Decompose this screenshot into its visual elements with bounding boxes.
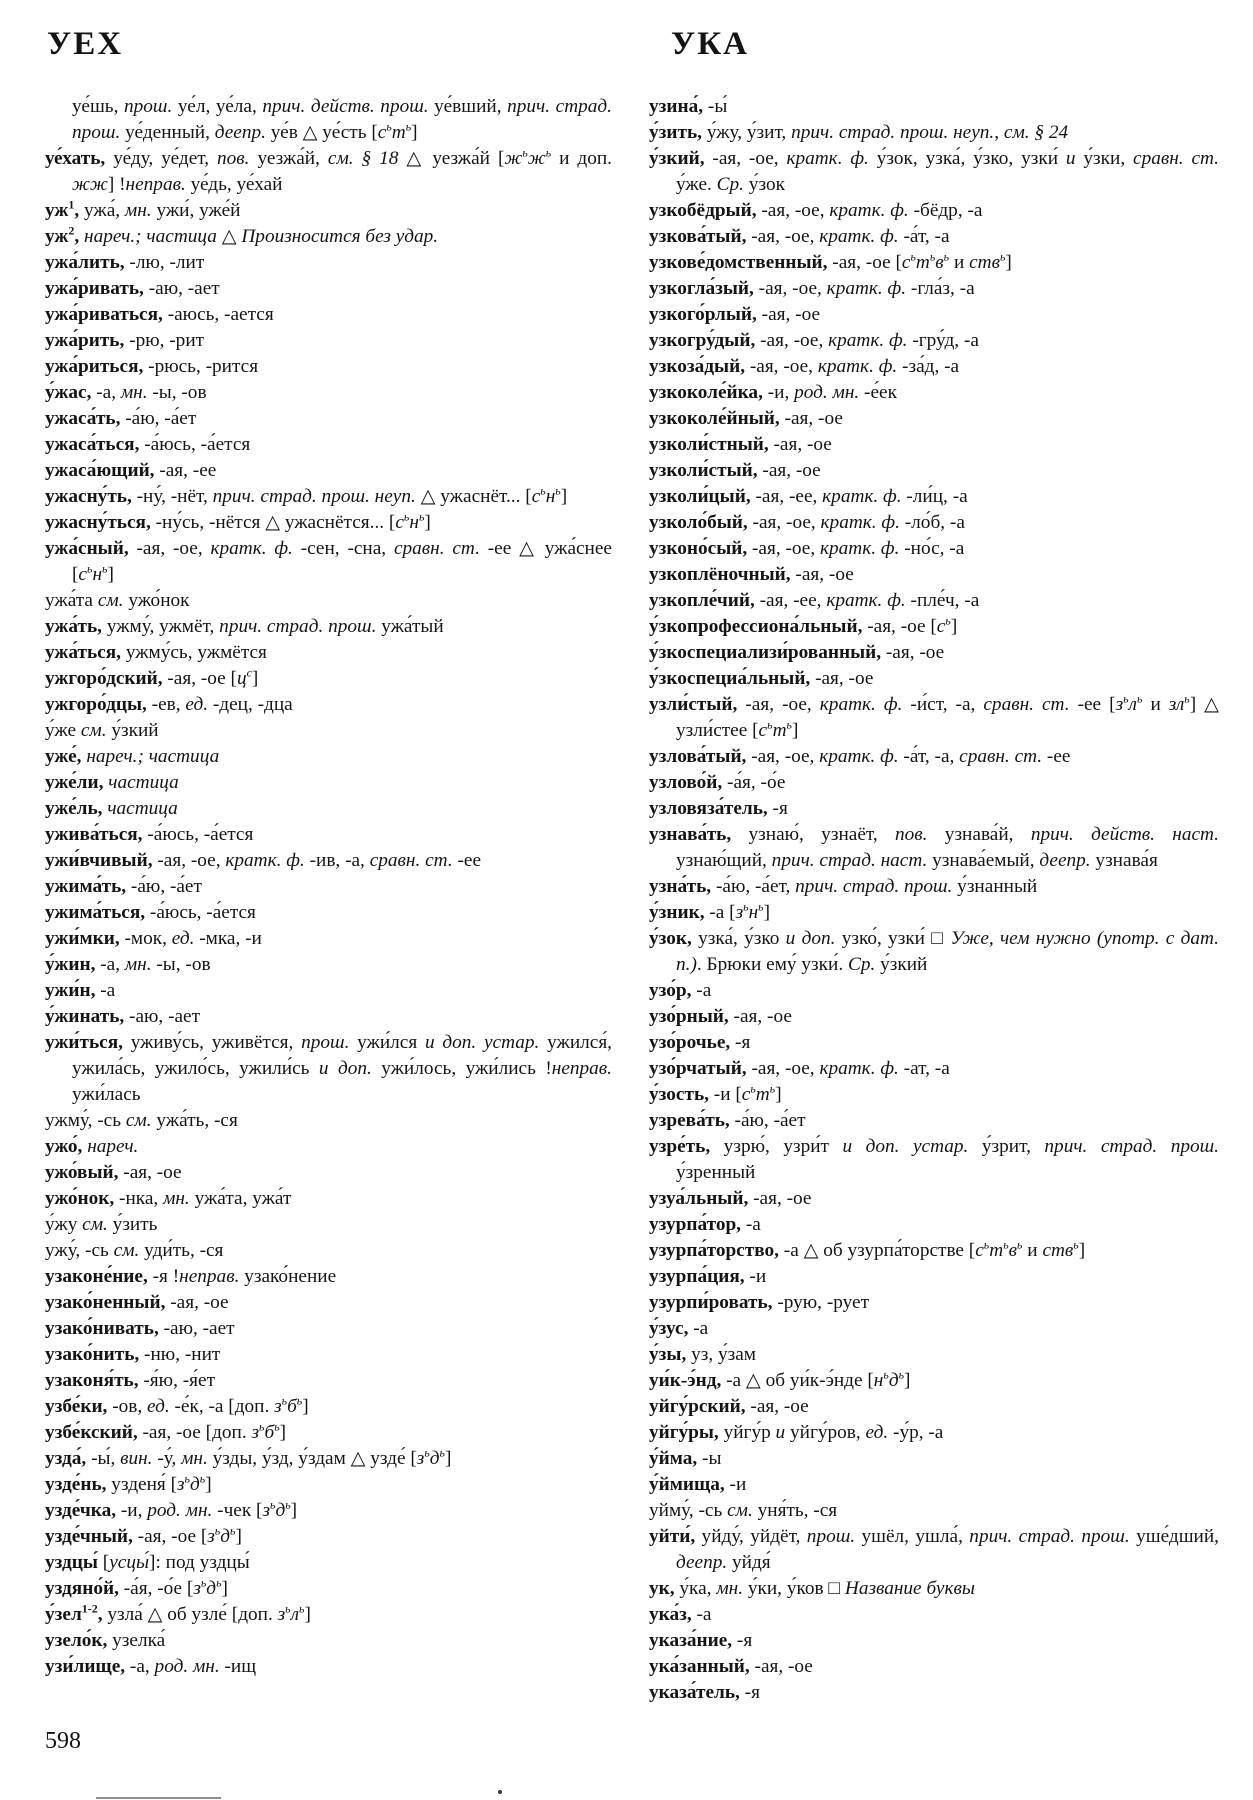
dictionary-entry: узда́, -ы́, вин. -у́, мн. у́зды, у́зд, у́здам △ узде́ $[з^ьд^ь]$ [45,1445,452,1469]
dictionary-entry: уйти́, уйду́, уйдёт, прош. ушёл, ушла́, прич. страд. прош. уше́дший, деепр. уйдя́ [649,1526,1219,1573]
dictionary-entry: узколи́стый, -ая, -ое [649,460,821,481]
dictionary-entry: ужа́рить, -рю, -рит [45,330,205,351]
dictionary-entry: у́ймища, -и [649,1474,747,1495]
dictionary-entry: узловяза́тель, -я [649,798,788,819]
running-head-left: УЕХ [47,26,124,62]
dictionary-entry: ука́з, -а [649,1604,712,1625]
dictionary-entry: ужа́лить, -лю, -лит [45,252,205,273]
running-head-right: УКА [671,26,749,62]
dictionary-entry: узурпа́ция, -и [649,1266,767,1287]
dictionary-entry: у́жин, -а, мн. -ы, -ов [45,954,211,975]
dictionary-entry: узо́рный, -ая, -ое [649,1006,792,1027]
dictionary-entry: узуа́льный, -ая, -ое [649,1188,812,1209]
dictionary-entry: уже́ли, частица [45,772,179,793]
dictionary-entry: узо́рочье, -я [649,1032,751,1053]
dictionary-entry: у́зы, уз, у́зам [649,1344,757,1365]
dictionary-entry: у́зус, -а [649,1318,709,1339]
page-number: 598 [45,1728,81,1754]
dictionary-entry: у́йма, -ы [649,1448,722,1469]
dictionary-entry: узкоплёночный, -ая, -ое [649,564,854,585]
dictionary-entry: у́зник, -а $[з^ьн^ь]$ [649,899,771,923]
dictionary-entry: ужгоро́дский, -ая, -ое $[ц^с]$ [45,665,259,689]
dictionary-entry: ужу́, -сь см. уди́ть, -ся [45,1240,224,1261]
dictionary-entry: $уж^1$, ужа́, мн. ужи́, уже́й [45,197,241,221]
dictionary-entry: у́зкоспециализи́рованный, -ая, -ое [649,642,945,663]
dictionary-entry: ужо́, нареч. [45,1136,139,1157]
dictionary-entry: ужа́ривать, -аю, -ает [45,278,220,299]
dictionary-entry: указа́ние, -я [649,1630,753,1651]
dictionary-entry: уи́к-э́нд, -а △ об уи́к-э́нде $[н^ьд^ь]$ [649,1367,911,1391]
dictionary-entry: ужа́та см. ужо́нок [45,590,190,611]
dictionary-entry: узбе́кский, -ая, -ое [доп. $з^ьб^ь$] [45,1419,287,1443]
dictionary-entry: ужа́риваться, -аюсь, -ается [45,304,274,325]
dictionary-entry: узколи́стный, -ая, -ое [649,434,832,455]
dictionary-entry: у́зкопрофессиона́льный, -ая, -ое $[с^ь]$ [649,613,958,637]
dictionary-entry: ужо́нок, -нка, мн. ужа́та, ужа́т [45,1188,292,1209]
dictionary-entry: узкоза́дый, -ая, -ое, кратк. ф. -за́д, -а [649,356,960,377]
dictionary-entry: узо́р, -а [649,980,712,1001]
dictionary-entry: узкопле́чий, -ая, -ее, кратк. ф. -пле́ч, -а [649,590,980,611]
dictionary-entry: ужи́н, -а [45,980,116,1001]
dictionary-entry: узкова́тый, -ая, -ое, кратк. ф. -а́т, -а [649,226,950,247]
dictionary-entry: узде́нь, узденя́ $[з^ьд^ь]$ [45,1471,212,1495]
dictionary-entry: узкобёдрый, -ая, -ое, кратк. ф. -бёдр, -а [649,200,983,221]
dictionary-entry: уздяно́й, -а́я, -о́е $[з^ьд^ь]$ [45,1575,228,1599]
dictionary-entry: уе́шь, прош. уе́л, уе́ла, прич. действ. прош. уе́вший, прич. страд. прош. уе́денный, деепр. уе́в △ уе́сть $[с^ьт^ь]$ [72,96,612,143]
dictionary-entry: узнава́ть, узнаю́, узнаёт, пов. узнава́й, прич. действ. наст. узнаю́щий, прич. страд. наст. узнава́емый, деепр. узнава́я [649,824,1219,871]
dictionary-entry: ужи́мки, -мок, ед. -мка, -и [45,928,262,949]
dictionary-entry: у́жу см. у́зить [45,1214,158,1235]
dictionary-entry: у́зить, у́жу, у́зит, прич. страд. прош. неуп., см. § 24 [649,122,1069,143]
dictionary-entry: уйгу́рский, -ая, -ое [649,1396,809,1417]
dictionary-entry: у́жинать, -аю, -ает [45,1006,201,1027]
dictionary-entry: узлово́й, -а́я, -о́е [649,772,786,793]
dictionary-entry: ужа́ться, ужму́сь, ужмётся [45,642,267,663]
dictionary-entry: узурпа́торство, -а △ об узурпа́торстве [$с^ьт^ьв^ь$ и ств$^ь$] [649,1237,1086,1261]
dictionary-entry: ужаса́ться, -а́юсь, -а́ется [45,434,251,455]
dictionary-entry: узако́нивать, -аю, -ает [45,1318,235,1339]
dictionary-entry: ужа́ть, ужму́, ужмёт, прич. страд. прош. ужа́тый [45,616,444,637]
dictionary-entry: у́жас, -а, мн. -ы, -ов [45,382,207,403]
dictionary-entry: ужива́ться, -а́юсь, -а́ется [45,824,254,845]
dictionary-entry: у́зел$^{1-2}$, узла́ △ об узле́ [доп. $з^ьл^ь$] [45,1601,311,1625]
dictionary-entry: узкоколе́йный, -ая, -ое [649,408,843,429]
dictionary-entry: ужму́, -сь см. ужа́ть, -ся [45,1110,238,1131]
dictionary-entry: ужасну́ться, -ну́сь, -нётся △ ужаснётся... $[с^ьн^ь]$ [45,509,431,533]
dictionary-entry: узурпи́ровать, -рую, -рует [649,1292,869,1313]
dictionary-entry: узкоколе́йка, -и, род. мн. -е́ек [649,382,897,403]
scan-edge-artifact [96,1797,221,1799]
dictionary-entry: ужасну́ть, -ну́, -нёт, прич. страд. прош. неуп. △ ужаснёт... $[с^ьн^ь]$ [45,483,568,507]
dictionary-entry: узколи́цый, -ая, -ее, кратк. ф. -ли́ц, -а [649,486,968,507]
dictionary-entry: у́зкоспециа́льный, -ая, -ое [649,668,874,689]
dictionary-entry: узконо́сый, -ая, -ое, кратк. ф. -но́с, -а [649,538,965,559]
dictionary-entry: ужаса́ть, -а́ю, -а́ет [45,408,197,429]
dictionary-entry: узело́к, узелка́ [45,1630,166,1651]
dictionary-entry: ужа́риться, -рюсь, -рится [45,356,259,377]
dictionary-entry: узина́, -ы́ [649,96,728,117]
dictionary-entry: узкого́рлый, -ая, -ое [649,304,821,325]
dictionary-entry: ужи́ться, уживу́сь, уживётся, прош. ужи́лся и доп. устар. ужился́, ужила́сь, ужило́сь, ужили́сь и доп. ужи́лось, ужи́лись !неправ. ужи́лась [45,1032,613,1105]
dictionary-entry: уйму́, -сь см. уня́ть, -ся [649,1500,838,1521]
dictionary-entry: узи́лище, -а, род. мн. -ищ [45,1656,257,1677]
dictionary-entry: узако́нить, -ню, -нит [45,1344,221,1365]
dictionary-entry: ужгоро́дцы, -ев, ед. -дец, -дца [45,694,293,715]
dictionary-entry: ужо́вый, -ая, -ое [45,1162,182,1183]
dictionary-entry: узли́стый, -ая, -ое, кратк. ф. -и́ст, -а, сравн. ст. -ее [$з^ьл^ь$ и $зл^ь$] △ узли́стее $[с^ьт^ь]$ [649,691,1219,741]
dictionary-entry: у́зок, узка́, у́зко и доп. узко́, узки́ □ Уже, чем нужно (употр. с дат. п.). Брюки ему́ узки́. Ср. у́зкий [649,928,1219,975]
dictionary-entry: ука́занный, -ая, -ое [649,1656,813,1677]
dictionary-entry: у́зость, -и $[с^ьт^ь]$ [649,1081,782,1105]
dictionary-entry: ужима́ться, -а́юсь, -а́ется [45,902,256,923]
dictionary-entry: уже́, нареч.; частица [45,746,220,767]
dictionary-entry: узкове́домственный, -ая, -ое [$с^ьт^ьв^ь$ и ств$^ь$] [649,249,1012,273]
dictionary-entry: узаконя́ть, -я́ю, -я́ет [45,1370,215,1391]
dictionary-entry: ужаса́ющий, -ая, -ее [45,460,217,481]
dictionary-entry: узако́ненный, -ая, -ое [45,1292,229,1313]
dictionary-entry: узре́ть, узрю́, узри́т и доп. устар. у́зрит, прич. страд. прош. у́зренный [649,1136,1220,1183]
dictionary-entry: указа́тель, -я [649,1682,760,1703]
dictionary-entry: ужа́сный, -ая, -ое, кратк. ф. -сен, -сна, сравн. ст. -ее △ ужа́снее $[с^ьн^ь]$ [45,538,612,585]
dictionary-entry: узколо́бый, -ая, -ое, кратк. ф. -ло́б, -а [649,512,965,533]
scan-speck [498,1790,502,1794]
dictionary-entry: уже́ль, частица [45,798,178,819]
dictionary-entry: узна́ть, -а́ю, -а́ет, прич. страд. прош. у́знанный [649,876,1038,897]
dictionary-entry: узо́рчатый, -ая, -ое, кратк. ф. -ат, -а [649,1058,950,1079]
column-left [45,94,612,1680]
dictionary-entry: уздцы́ [усцы́]: под уздцы́ [45,1552,250,1573]
dictionary-entry: уйгу́ры, уйгу́р и уйгу́ров, ед. -у́р, -а [649,1422,944,1443]
dictionary-entry: узде́чный, -ая, -ое $[з^ьд^ь]$ [45,1523,242,1547]
dictionary-entry: $уж^2$, нареч.; частица △ Произносится без удар. [45,223,439,247]
dictionary-entry: у́зкий, -ая, -ое, кратк. ф. у́зок, узка́, у́зко, узки́ и у́зки, сравн. ст. у́же. Ср. у́зок [649,148,1220,195]
dictionary-entry: узрева́ть, -а́ю, -а́ет [649,1110,806,1131]
dictionary-entry: узбе́ки, -ов, ед. -е́к, -а [доп. $з^ьб^ь$] [45,1393,309,1417]
dictionary-entry: уе́хать, уе́ду, уе́дет, пов. уезжа́й, см. § 18 △ уезжа́й [$ж^ьж^ь$ и доп. жж] !неправ. уе́дь, уе́хай [45,145,613,195]
column-right [649,94,1219,1706]
dictionary-entry: ужи́вчивый, -ая, -ое, кратк. ф. -ив, -а, сравн. ст. -ее [45,850,482,871]
dictionary-entry: узурпа́тор, -а [649,1214,761,1235]
dictionary-entry: узаконе́ние, -я !неправ. узако́нение [45,1266,337,1287]
dictionary-entry: ужима́ть, -а́ю, -а́ет [45,876,202,897]
dictionary-entry: у́же см. у́зкий [45,720,159,741]
dictionary-entry: узкогла́зый, -ая, -ое, кратк. ф. -гла́з, -а [649,278,975,299]
dictionary-entry: узлова́тый, -ая, -ое, кратк. ф. -а́т, -а, сравн. ст. -ее [649,746,1071,767]
dictionary-entry: ук, у́ка, мн. у́ки, у́ков □ Название буквы [649,1578,975,1599]
dictionary-entry: узкогру́дый, -ая, -ое, кратк. ф. -гру́д, -а [649,330,979,351]
dictionary-entry: узде́чка, -и, род. мн. -чек $[з^ьд^ь]$ [45,1497,298,1521]
